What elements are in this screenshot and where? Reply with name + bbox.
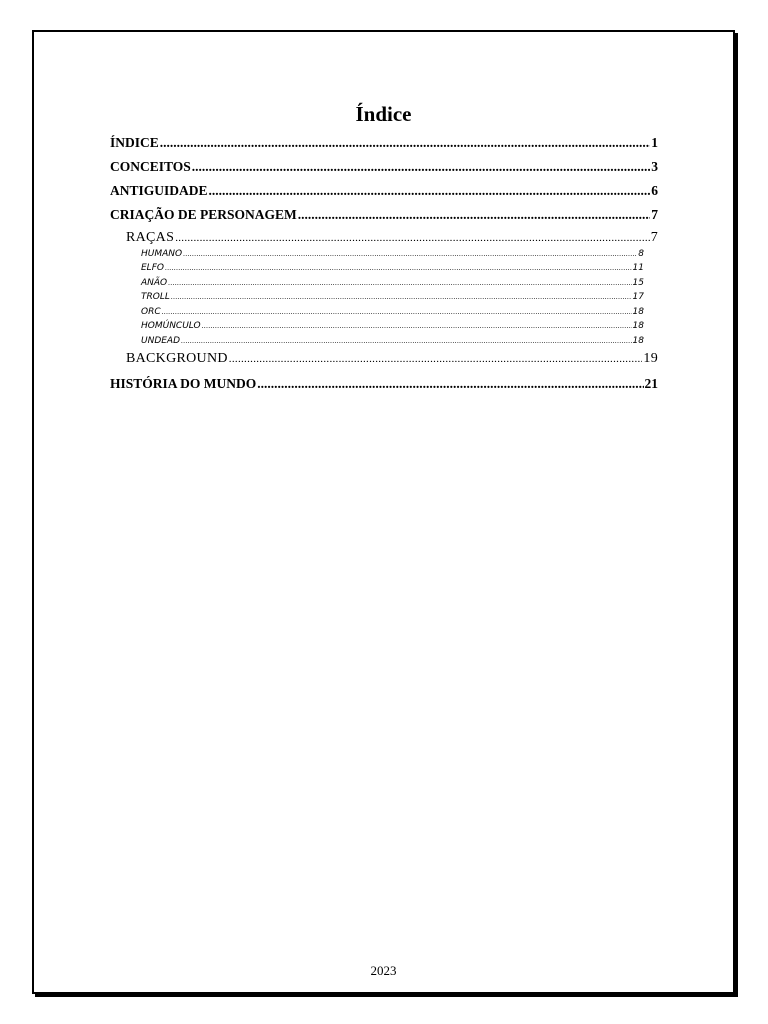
toc-entry-label: RAÇAS: [126, 230, 175, 245]
toc-entry-racas[interactable]: [126, 230, 658, 246]
toc-dot-leader: [168, 279, 631, 287]
toc-dot-leader: [183, 250, 637, 258]
toc-page-number: 1: [651, 135, 658, 150]
toc-dot-leader: [165, 264, 632, 272]
toc-page-number: 7: [650, 230, 658, 245]
toc-entry-humano[interactable]: [141, 249, 644, 259]
toc-entry-label: UNDEAD: [141, 336, 181, 346]
toc-entry-label: ELFO: [141, 263, 164, 273]
toc-dot-leader: [192, 159, 650, 175]
toc-entry-anao[interactable]: [141, 278, 644, 288]
toc-entry-label: HISTÓRIA DO MUNDO: [110, 376, 257, 391]
toc-page-number: 18: [632, 321, 644, 331]
toc-entry-conceitos[interactable]: [110, 159, 658, 175]
toc-entry-label: ANÃO: [141, 278, 168, 288]
toc-dot-leader: [298, 207, 650, 223]
toc-entry-indice[interactable]: [110, 135, 658, 151]
toc-dot-leader: [162, 308, 632, 316]
toc-entry-label: ÍNDICE: [110, 135, 159, 150]
toc-entry-homunculo[interactable]: [141, 321, 644, 331]
toc-dot-leader: [257, 376, 643, 392]
toc-entry-label: CRIAÇÃO DE PERSONAGEM: [110, 207, 297, 222]
toc-page-number: 18: [632, 307, 644, 317]
toc-entry-label: BACKGROUND: [126, 351, 228, 366]
toc-page-number: 3: [651, 159, 658, 174]
toc-dot-leader: [181, 337, 632, 345]
toc-page-number: 11: [632, 263, 644, 273]
toc-page-number: 6: [651, 183, 658, 198]
toc-page-number: 18: [632, 336, 644, 346]
toc-entry-label: CONCEITOS: [110, 159, 191, 174]
toc-dot-leader: [209, 183, 651, 199]
toc-page-number: 21: [644, 376, 658, 391]
toc-dot-leader: [175, 232, 650, 244]
toc-entry-label: TROLL: [141, 292, 170, 302]
toc-entry-label: ORC: [141, 307, 161, 317]
toc-page-number: 19: [643, 351, 658, 366]
toc-entry-elfo[interactable]: [141, 263, 644, 273]
toc-dot-leader: [171, 293, 632, 301]
toc-dot-leader: [202, 322, 632, 330]
toc-entry-label: ANTIGUIDADE: [110, 183, 208, 198]
document-page: [32, 30, 735, 994]
toc-dot-leader: [160, 135, 650, 151]
toc-entry-antiguidade[interactable]: [110, 183, 658, 199]
toc-entry-troll[interactable]: [141, 292, 644, 302]
toc-page-number: 17: [632, 292, 644, 302]
toc-entry-label: HOMÚNCULO: [141, 321, 201, 331]
toc-entry-label: HUMANO: [141, 249, 183, 259]
toc-dot-leader: [229, 353, 643, 365]
toc-page-number: 15: [632, 278, 644, 288]
toc-entry-criacao-de-personagem[interactable]: [110, 207, 658, 223]
toc-entry-undead[interactable]: [141, 336, 644, 346]
toc-page-number: 8: [638, 249, 644, 259]
toc-entry-orc[interactable]: [141, 307, 644, 317]
page-title: Índice: [355, 102, 412, 126]
toc-page-number: 7: [651, 207, 658, 222]
toc-entry-historia-do-mundo[interactable]: [110, 376, 658, 392]
toc-entry-background[interactable]: [126, 351, 658, 367]
page-footer-year: 2023: [370, 963, 397, 978]
